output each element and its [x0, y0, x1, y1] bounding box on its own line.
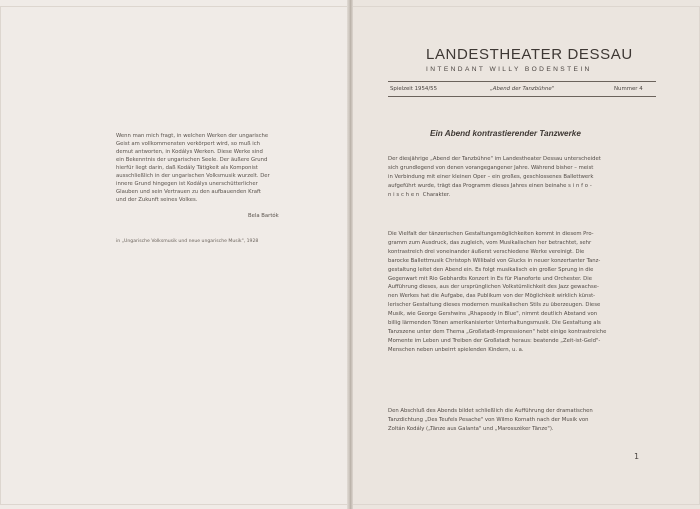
issue-number: Nummer 4 — [614, 86, 643, 92]
left-page — [0, 0, 349, 509]
paragraph-line: Zoltán Kodály („Tänze aus Galanta" und „Marosszéker Tänze"). — [388, 425, 554, 432]
theater-title: LANDESTHEATER DESSAU — [426, 46, 633, 63]
paragraph-line: gramm zum Ausdruck, das zugleich, vom Musikalischen her betrachtet, sehr — [388, 239, 592, 246]
center-fold — [347, 0, 353, 509]
paragraph-line: Aufführung dieses, aus der ursprünglichen Volkstümlichkeit des Jazz gewachse- — [388, 284, 599, 291]
series-label: „Abend der Tanzbühne" — [490, 86, 555, 92]
paragraph-line — [388, 191, 658, 200]
article-title: Ein Abend kontrastierender Tanzwerke — [430, 129, 581, 138]
paragraph-line: billig lärmenden Tönen amerikanisierter Unterhaltungsmusik. Die Gestaltung als — [388, 320, 601, 327]
paragraph-line: Musik, wie George Gershwins „Rhapsody in Blue", nimmt deutlich Abstand von — [388, 311, 598, 318]
quote-line: demut antworten, in Kodálys Werken. Diese Werke sind — [116, 149, 263, 155]
left-page-border — [0, 6, 349, 505]
paragraph-line: Den Abschluß des Abends bildet schließlich die Aufführung der dramatischen — [388, 408, 593, 414]
paragraph-line: lerischer Gestaltung dieses modernen musikalischen Stils zu überzeugen. Diese — [388, 302, 601, 309]
page-number: 1 — [634, 452, 640, 461]
paragraph-line: gestaltung leitet den Abend ein. Es folgt musikalisch ein großer Sprung in die — [388, 266, 594, 273]
quote-line: innere Grund hingegen ist Kodálys unerschütterlicher — [116, 181, 258, 187]
quote-line: ausschließlich in der ungarischen Volksmusik wurzelt. Der — [116, 173, 270, 179]
header-rule-top — [388, 81, 656, 82]
quote-line: und der Zukunft seines Volkes. — [116, 197, 198, 203]
paragraph-line: Gegenwart mit Rio Gebhardts Konzert in Es für Pianoforte und Orchester. Die — [388, 275, 592, 282]
spaced-word: sinfo- — [568, 182, 594, 189]
paragraph-line: Tanzszene unter dem Thema „Großstadt-Impressionen" hebt einige kontrastreiche — [388, 328, 607, 335]
quote-line: hierfür liegt darin, daß Kodály Tätigkeit als Komponist — [116, 165, 258, 171]
paragraph-line: kontrastreich drei voneinander äußerst verschiedene Werke vereinigt. Die — [388, 248, 585, 255]
paragraph-line — [388, 182, 658, 191]
quote-author: Bela Bartók — [248, 213, 279, 219]
paragraph-line: sich grundlegend von denen vorangegangener Jahre. Während bisher – meist — [388, 164, 594, 171]
quote-line: Wenn man mich fragt, in welchen Werken der ungarische — [116, 133, 269, 139]
article-paragraph-1 — [388, 155, 658, 200]
header-rule-bottom — [388, 96, 656, 97]
paragraph-line-text: Charakter. — [422, 191, 451, 198]
quote-source-footnote: in „Ungarische Volksmusik und neue ungarische Musik", 1928 — [116, 239, 259, 244]
paragraph-line: Die Vielfalt der tänzerischen Gestaltungsmöglichkeiten kommt in diesem Pro- — [388, 231, 594, 237]
quote-line: Glauben und sein Vertrauen zu den aufbauenden Kraft — [116, 189, 261, 195]
paragraph-line: Menschen neben unbeirrt spielenden Kindern, u. a. — [388, 346, 524, 353]
spaced-word: nischen — [388, 191, 422, 198]
article-paragraph-3 — [388, 407, 658, 434]
paragraph-line: Tanzdichtung „Des Teufels Pesache" von Wilmo Kornath nach der Musik von — [388, 416, 589, 423]
paragraph-line: Momente im Leben und Treiben der Großstadt heraus: beatende „Zeit-ist-Geld"- — [388, 337, 601, 344]
paragraph-line: Der diesjährige „Abend der Tanzbühne" im Landestheater Dessau unterscheidet — [388, 156, 601, 162]
intendant-line: INTENDANT WILLY BODENSTEIN — [426, 66, 592, 73]
article-paragraph-2 — [388, 230, 658, 355]
season-label: Spielzeit 1954/55 — [390, 86, 438, 92]
quote-line: Geist am vollkommensten verkörpert wird, so muß ich — [116, 141, 260, 147]
bartok-quote — [116, 132, 291, 204]
paragraph-line: barocke Ballettmusik Christoph Willibald von Glucks in neuer konzertanter Tanz- — [388, 257, 601, 264]
paragraph-line-text: aufgeführt wurde, trägt das Programm dieses Jahres einen beinahe — [388, 182, 567, 189]
paragraph-line: nen Werkes hat die Aufgabe, das Publikum von der Möglichkeit wirklich künst- — [388, 293, 596, 300]
paragraph-line: in Verbindung mit einer kleinen Oper – ein großes, geschlossenes Ballettwerk — [388, 173, 594, 180]
quote-line: ein Bekenntnis der ungarischen Seele. Der äußere Grund — [116, 157, 268, 163]
